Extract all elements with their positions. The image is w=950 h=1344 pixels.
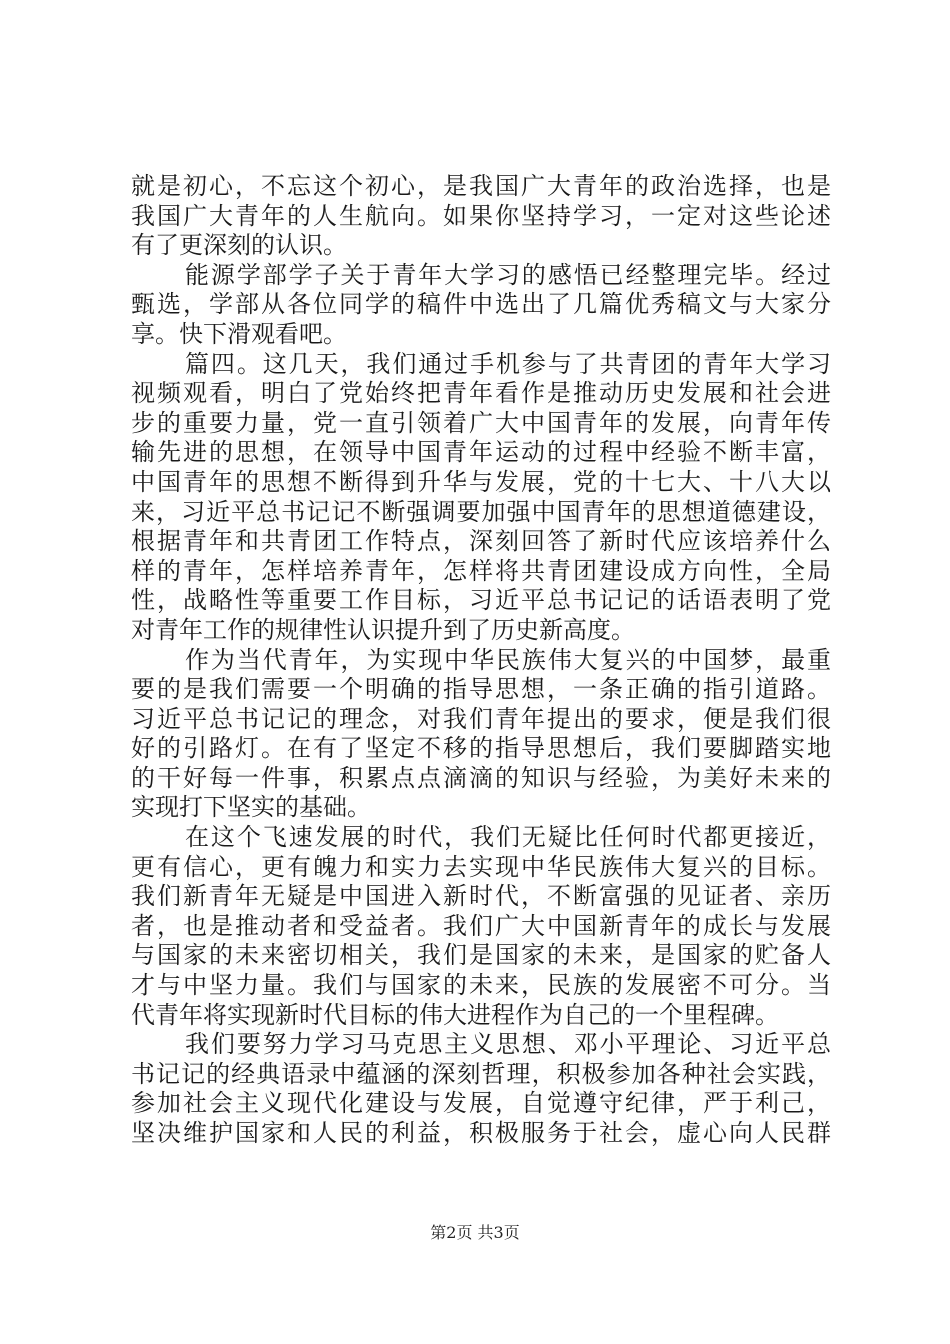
text-line: 甄选，学部从各位同学的稿件中选出了几篇优秀稿文与大家分 (131, 290, 831, 319)
text-line: 对青年工作的规律性认识提升到了历史新高度。 (131, 615, 635, 644)
page-footer: 第2页 共3页 (430, 1223, 520, 1242)
text-line: 视频观看，明白了党始终把青年看作是推动历史发展和社会进 (131, 379, 831, 408)
text-line: 参加社会主义现代化建设与发展，自觉遵守纪律，严于利己， (131, 1089, 831, 1118)
text-line: 我们新青年无疑是中国进入新时代，不断富强的见证者、亲历 (131, 882, 831, 911)
text-line: 性，战略性等重要工作目标，习近平总书记记的话语表明了党 (131, 586, 831, 615)
text-line: 步的重要力量，党一直引领着广大中国青年的发展，向青年传 (131, 408, 831, 437)
text-line: 样的青年，怎样培养青年，怎样将共青团建设成方向性，全局 (131, 556, 831, 585)
text-line: 的干好每一件事，积累点点滴滴的知识与经验，为美好未来的 (131, 763, 831, 792)
paragraph (131, 350, 831, 646)
text-line: 我国广大青年的人生航向。如果你坚持学习，一定对这些论述 (131, 201, 831, 230)
text-line: 就是初心，不忘这个初心，是我国广大青年的政治选择，也是 (131, 172, 831, 200)
text-line: 书记记的经典语录中蕴涵的深刻哲理，积极参加各种社会实践， (131, 1059, 831, 1088)
text-line: 在这个飞速发展的时代，我们无疑比任何时代都更接近， (185, 823, 831, 852)
paragraph (131, 261, 831, 350)
paragraph (131, 823, 831, 1030)
text-line: 实现打下坚实的基础。 (131, 793, 371, 822)
text-line: 根据青年和共青团工作特点，深刻回答了新时代应该培养什么 (131, 527, 831, 556)
text-line: 有了更深刻的认识。 (131, 231, 347, 260)
paragraph (131, 646, 831, 824)
text-line: 享。快下滑观看吧。 (131, 319, 347, 348)
paragraph (131, 172, 831, 261)
text-line: 者，也是推动者和受益者。我们广大中国新青年的成长与发展 (131, 911, 831, 940)
text-line: 作为当代青年，为实现中华民族伟大复兴的中国梦，最重 (185, 645, 831, 674)
text-line: 习近平总书记记的理念，对我们青年提出的要求，便是我们很 (131, 704, 831, 733)
text-line: 篇四。这几天，我们通过手机参与了共青团的青年大学习 (185, 349, 831, 378)
text-line: 与国家的未来密切相关，我们是国家的未来，是国家的贮备人 (131, 941, 831, 970)
text-line: 能源学部学子关于青年大学习的感悟已经整理完毕。经过 (185, 260, 831, 289)
document-body (131, 172, 831, 1149)
text-line: 坚决维护国家和人民的利益，积极服务于社会，虚心向人民群 (131, 1119, 831, 1147)
text-line: 好的引路灯。在有了坚定不移的指导思想后，我们要脚踏实地 (131, 734, 831, 763)
text-line: 才与中坚力量。我们与国家的未来，民族的发展密不可分。当 (131, 971, 831, 1000)
paragraph (131, 1030, 831, 1148)
text-line: 代青年将实现新时代目标的伟大进程作为自己的一个里程碑。 (131, 1000, 779, 1029)
text-line: 中国青年的思想不断得到升华与发展，党的十七大、十八大以 (131, 467, 831, 496)
text-line: 要的是我们需要一个明确的指导思想，一条正确的指引道路。 (131, 675, 831, 704)
text-line: 输先进的思想，在领导中国青年运动的过程中经验不断丰富， (131, 438, 831, 467)
text-line: 来，习近平总书记记不断强调要加强中国青年的思想道德建设， (131, 497, 831, 526)
text-line: 更有信心，更有魄力和实力去实现中华民族伟大复兴的目标。 (131, 852, 831, 881)
text-line: 我们要努力学习马克思主义思想、邓小平理论、习近平总 (185, 1030, 831, 1059)
